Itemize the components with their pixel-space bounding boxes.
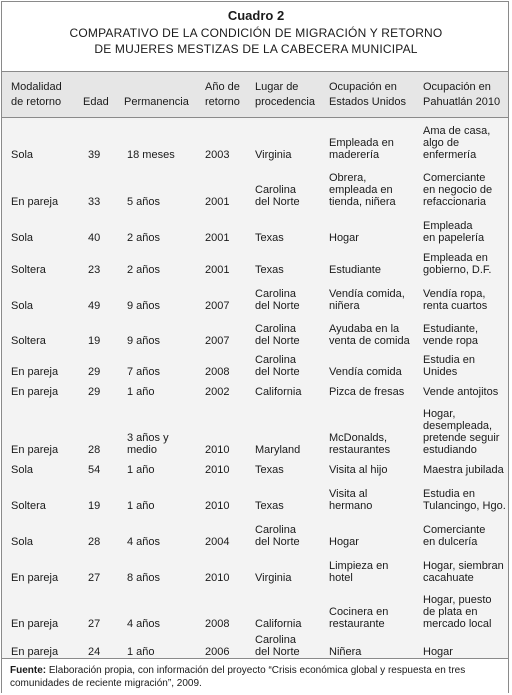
cell-ano-retorno: 2008 [205, 618, 230, 630]
cell-ano-retorno: 2010 [205, 572, 230, 584]
cell-permanencia: 1 año [127, 386, 155, 398]
cell-ano-retorno: 2010 [205, 444, 230, 456]
cell-ocupacion-eu: Cocinera en restaurante [329, 606, 389, 630]
cell-edad: 27 [88, 572, 101, 584]
cell-edad: 29 [88, 386, 101, 398]
cell-lugar: Texas [255, 464, 284, 476]
table-row [2, 630, 508, 658]
cell-ano-retorno: 2006 [205, 646, 230, 658]
table-row [2, 476, 508, 512]
cell-modalidad: En pareja [11, 444, 59, 456]
table-row [2, 456, 508, 476]
cell-ano-retorno: 2007 [205, 300, 230, 312]
cell-edad: 39 [88, 149, 101, 161]
cell-ocupacion-eu: Hogar [329, 232, 359, 244]
cell-ocupacion-eu: Vendía comida, niñera [329, 288, 405, 312]
cell-lugar: Maryland [255, 444, 301, 456]
cell-edad: 28 [88, 536, 101, 548]
cell-ocupacion-pahuatlan: Comerciante en dulcería [423, 524, 486, 548]
cell-ano-retorno: 2002 [205, 386, 230, 398]
cell-lugar: Carolina del Norte [255, 524, 300, 548]
cell-modalidad: En pareja [11, 386, 59, 398]
cell-ano-retorno: 2003 [205, 149, 230, 161]
cell-permanencia: 7 años [127, 366, 161, 378]
cell-edad: 29 [88, 366, 101, 378]
cell-permanencia: 2 años [127, 264, 161, 276]
cell-lugar: Virginia [255, 149, 292, 161]
cell-lugar: California [255, 618, 302, 630]
cell-ano-retorno: 2007 [205, 335, 230, 347]
cell-ocupacion-pahuatlan: Empleada en gobierno, D.F. [423, 252, 492, 276]
cell-ocupacion-pahuatlan: Comerciante en negocio de refaccionaria [423, 172, 493, 208]
table-row [2, 118, 508, 161]
table-body [2, 118, 508, 658]
footnote-label: Fuente: [10, 665, 47, 676]
cell-permanencia: 18 meses [127, 149, 175, 161]
cell-lugar: Texas [255, 232, 284, 244]
table-row [2, 512, 508, 548]
table-row [2, 161, 508, 208]
cell-lugar: Carolina del Norte [255, 634, 300, 658]
cell-edad: 19 [88, 500, 101, 512]
table-row [2, 584, 508, 630]
table-footnote [2, 658, 508, 694]
header-ocupacion-eu: Ocupación en Estados Unidos [329, 81, 407, 108]
cell-ocupacion-pahuatlan: Ama de casa, algo de enfermería [423, 125, 491, 161]
cell-ocupacion-eu: Vendía comida [329, 366, 402, 378]
cell-edad: 54 [88, 464, 101, 476]
cell-modalidad: Sola [11, 536, 34, 548]
cell-permanencia: 1 año [127, 500, 155, 512]
cell-edad: 24 [88, 646, 101, 658]
cell-modalidad: Sola [11, 232, 34, 244]
cell-ocupacion-pahuatlan: Maestra jubilada [423, 464, 504, 476]
cell-permanencia: 3 años y medio [127, 432, 169, 456]
cell-lugar: Virginia [255, 572, 292, 584]
cell-ocupacion-eu: Pizca de fresas [329, 386, 405, 398]
cell-permanencia: 1 año [127, 464, 155, 476]
table-row [2, 276, 508, 312]
cell-lugar: Carolina del Norte [255, 288, 300, 312]
cell-modalidad: En pareja [11, 646, 59, 658]
table-row [2, 208, 508, 244]
cell-ano-retorno: 2001 [205, 264, 230, 276]
cell-modalidad: En pareja [11, 572, 59, 584]
cell-ano-retorno: 2004 [205, 536, 230, 548]
cell-lugar: California [255, 386, 302, 398]
cell-ocupacion-pahuatlan: Estudia en Tulancingo, Hgo. [423, 488, 506, 512]
header-modalidad: Modalidad de retorno [11, 81, 62, 108]
cell-lugar: Texas [255, 500, 284, 512]
cell-edad: 33 [88, 196, 101, 208]
cell-ocupacion-pahuatlan: Estudia en Unides [423, 354, 475, 378]
cell-ocupacion-pahuatlan: Hogar [423, 646, 453, 658]
cell-ocupacion-pahuatlan: Hogar, puesto de plata en mercado local [423, 594, 492, 630]
cell-modalidad: Sola [11, 464, 34, 476]
cell-ocupacion-eu: Visita al hijo [329, 464, 388, 476]
table-row [2, 312, 508, 347]
cell-edad: 19 [88, 335, 101, 347]
cell-modalidad: En pareja [11, 618, 59, 630]
header-lugar: Lugar de procedencia [255, 81, 315, 108]
header-ocupacion-pahuatlan: Ocupación en Pahuatlán 2010 [423, 81, 501, 108]
cell-ocupacion-pahuatlan: Vendía ropa, renta cuartos [423, 288, 488, 312]
cell-lugar: Texas [255, 264, 284, 276]
cell-ano-retorno: 2010 [205, 500, 230, 512]
cell-ocupacion-eu: Limpieza en hotel [329, 560, 389, 584]
cell-ocupacion-eu: Hogar [329, 536, 359, 548]
cell-modalidad: Sola [11, 300, 34, 312]
cell-ocupacion-eu: Estudiante [329, 264, 381, 276]
cell-modalidad: Soltera [11, 500, 46, 512]
cell-ocupacion-eu: Visita al hermano [329, 488, 373, 512]
header-permanencia: Permanencia [124, 96, 189, 108]
table-frame [1, 1, 509, 693]
cell-lugar: Carolina del Norte [255, 323, 300, 347]
header-edad: Edad [83, 96, 109, 108]
cell-permanencia: 1 año [127, 646, 155, 658]
table-subtitle [2, 25, 510, 57]
footnote-text [10, 664, 500, 690]
cell-ano-retorno: 2008 [205, 366, 230, 378]
subtitle-line-2: DE MUJERES MESTIZAS DE LA CABECERA MUNICIPAL [94, 42, 418, 56]
cell-modalidad: En pareja [11, 366, 59, 378]
cell-ocupacion-eu: Ayudaba en la venta de comida [329, 323, 410, 347]
table-row [2, 244, 508, 276]
cell-modalidad: En pareja [11, 196, 59, 208]
cell-modalidad: Soltera [11, 264, 46, 276]
cell-lugar: Carolina del Norte [255, 184, 300, 208]
cell-lugar: Carolina del Norte [255, 354, 300, 378]
cell-edad: 28 [88, 444, 101, 456]
header-ano-retorno: Año de retorno [205, 81, 240, 108]
table-title: Cuadro 2 [227, 8, 285, 23]
table-row [2, 398, 508, 456]
cell-ocupacion-eu: Niñera [329, 646, 362, 658]
cell-ocupacion-pahuatlan: Hogar, siembran cacahuate [423, 560, 504, 584]
cell-edad: 40 [88, 232, 101, 244]
cell-modalidad: Soltera [11, 335, 46, 347]
cell-permanencia: 9 años [127, 335, 161, 347]
cell-permanencia: 2 años [127, 232, 161, 244]
cell-ocupacion-eu: Obrera, empleada en tienda, niñera [329, 172, 396, 208]
cell-permanencia: 4 años [127, 618, 161, 630]
cell-ano-retorno: 2001 [205, 196, 230, 208]
cell-ocupacion-pahuatlan: Empleada en papelería [423, 220, 485, 244]
cell-ano-retorno: 2001 [205, 232, 230, 244]
cell-permanencia: 5 años [127, 196, 161, 208]
cell-edad: 49 [88, 300, 101, 312]
cell-ocupacion-pahuatlan: Hogar, desempleada, pretende seguir estudiando [423, 408, 500, 456]
subtitle-line-1: COMPARATIVO DE LA CONDICIÓN DE MIGRACIÓN Y RETORNO [69, 26, 443, 40]
cell-permanencia: 8 años [127, 572, 161, 584]
table-header [2, 71, 508, 118]
cell-permanencia: 4 años [127, 536, 161, 548]
cell-ocupacion-eu: McDonalds, restaurantes [329, 432, 391, 456]
cell-ano-retorno: 2010 [205, 464, 230, 476]
cell-edad: 23 [88, 264, 101, 276]
table-row [2, 378, 508, 398]
cell-modalidad: Sola [11, 149, 34, 161]
cell-ocupacion-eu: Empleada en maderería [329, 137, 394, 161]
cell-permanencia: 9 años [127, 300, 161, 312]
cell-ocupacion-pahuatlan: Vende antojitos [423, 386, 499, 398]
cell-ocupacion-pahuatlan: Estudiante, vende ropa [423, 323, 479, 347]
table-row [2, 347, 508, 378]
cell-edad: 27 [88, 618, 101, 630]
table-row [2, 548, 508, 584]
footnote-body: Elaboración propia, con información del proyecto “Crisis económica global y respuesta en tres comunidades de reciente migración”, 2009. [10, 665, 466, 689]
